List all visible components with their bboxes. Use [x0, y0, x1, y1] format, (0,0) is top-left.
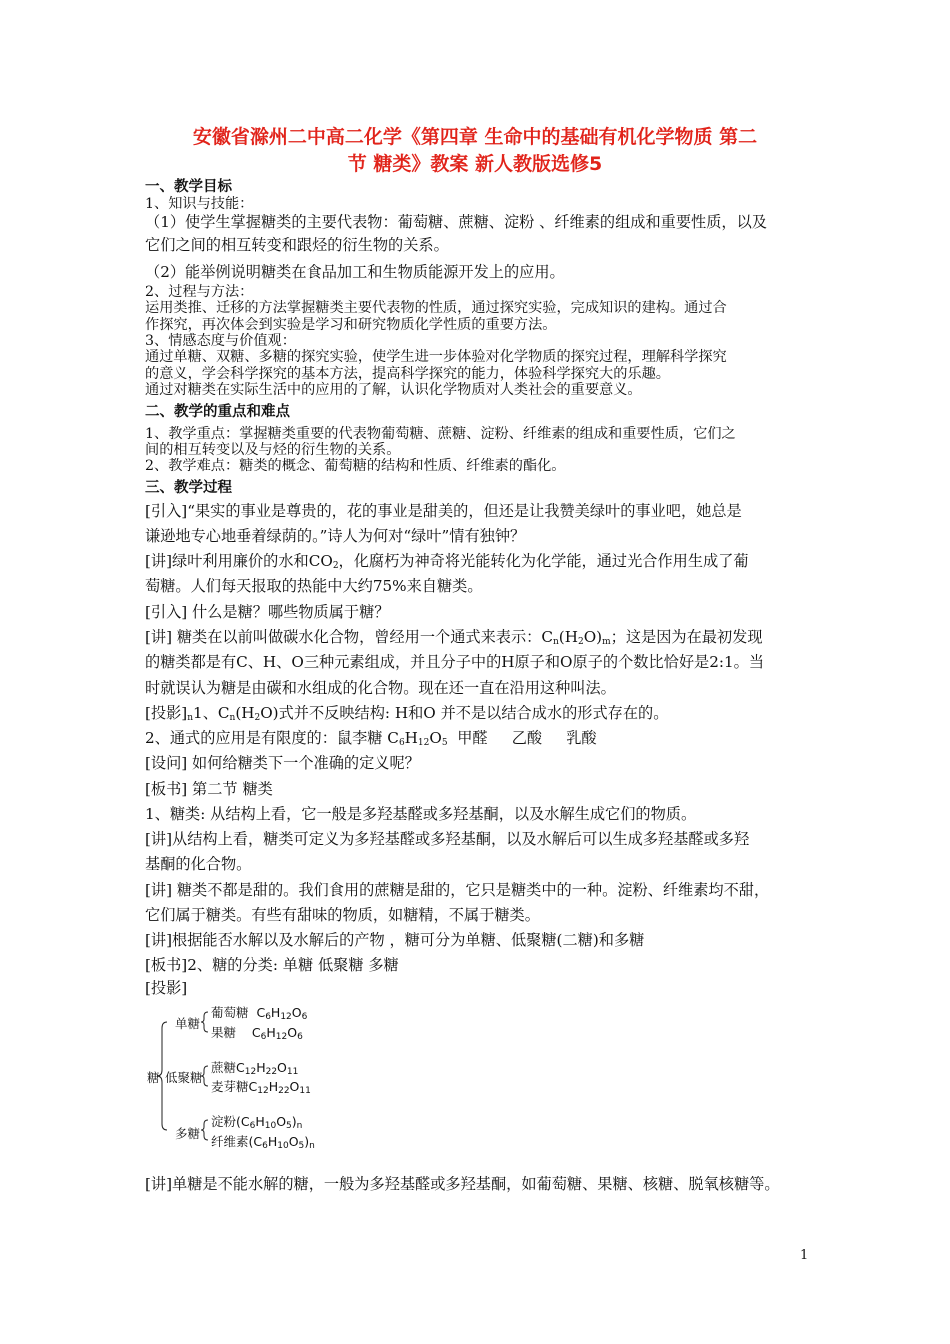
maltose-formula: 麦芽糖$C_{12}H_{22}O_{11}$ [211, 1079, 311, 1096]
text-line: [投影]$_n1$、$C_n(H_2O)$式并不反映结构: H和O 并不是以结合成水的形式存在的。 [145, 704, 669, 723]
text-line: 它们属于糖类。有些有甜味的物质，如糖精，不属于糖类。 [145, 906, 540, 924]
text-line: [引入] 什么是糖？哪些物质属于糖？ [145, 603, 390, 621]
mono-label: 单糖 [175, 1016, 201, 1031]
text-line: [讲]绿叶利用廉价的水和$CO_2$，化腐朽为神奇将光能转化为化学能，通过光合作用生成了葡 [145, 552, 749, 571]
text-line: 谦逊地专心地垂着绿荫的。”诗人为何对“绿叶”情有独钟？ [145, 527, 526, 545]
page-number: 1 [800, 1248, 809, 1263]
text-line: [讲]单糖是不能水解的糖，一般为多羟基醛或多羟基酮，如葡萄糖、果糖、核糖、脱氧核糖等。 [145, 1175, 780, 1193]
text-line: 的意义，学会科学探究的基本方法，提高科学探究的能力，体验科学探究大的乐趣。 [145, 366, 670, 382]
text-line: 萄糖。人们每天报取的热能中大约75%来自糖类。 [145, 577, 483, 595]
cellulose-formula: 纤维素$(C_6H_{10}O_5)_n$ [211, 1134, 315, 1151]
text-line: [投影] [145, 979, 188, 997]
text-line: 间的相互转变以及与烃的衍生物的关系。 [145, 442, 401, 458]
text-line: [讲] 糖类在以前叫做碳水化合物，曾经用一个通式来表示：$C_n(H_2O)_m$；这是因为在最初发现 [145, 628, 763, 647]
text-line: [引入]“果实的事业是尊贵的，花的事业是甜美的，但还是让我赞美绿叶的事业吧，她总是 [145, 502, 742, 520]
poly-label: 多糖 [175, 1126, 201, 1141]
fructose-formula: 果糖 $C_6H_{12}O_6$ [211, 1025, 303, 1042]
oligo-label: 低聚糖 [165, 1070, 203, 1085]
text-line: [讲] 糖类不都是甜的。我们食用的蔗糖是甜的，它只是糖类中的一种。淀粉、纤维素均不甜， [145, 881, 770, 899]
text-line: 1、糖类: 从结构上看，它一般是多羟基醛或多羟基酮，以及水解生成它们的物质。 [145, 805, 697, 823]
text-line: 2、过程与方法： [145, 284, 254, 300]
sucrose-formula: 蔗糖$C_{12}H_{22}O_{11}$ [211, 1060, 299, 1077]
section-heading-process: 三、教学过程 [145, 480, 232, 496]
text-line: 2、教学难点：糖类的概念、葡萄糖的结构和性质、纤维素的酯化。 [145, 458, 566, 474]
text-line: 它们之间的相互转变和跟烃的衍生物的关系。 [145, 236, 449, 254]
text-line: 的糖类都是有C、H、O三种元素组成，并且分子中的H原子和O原子的个数比恰好是2:1。当 [145, 653, 765, 671]
starch-formula: 淀粉$(C_6H_{10}O_5)_n$ [211, 1114, 303, 1131]
text-line: 3、情感态度与价值观： [145, 333, 296, 349]
text-line: （1）使学生掌握糖类的主要代表物：葡萄糖、蔗糖、淀粉 、纤维素的组成和重要性质，以及 [145, 213, 767, 231]
text-line: 时就误认为糖是由碳和水组成的化合物。现在还一直在沿用这种叫法。 [145, 679, 616, 697]
text-line: [讲]从结构上看，糖类可定义为多羟基醛或多羟基酮，以及水解后可以生成多羟基醛或多羟 [145, 830, 750, 848]
text-line: [板书] 第二节 糖类 [145, 780, 273, 798]
poly-brace [201, 1120, 208, 1140]
sugar-classification-diagram [145, 1000, 365, 1160]
title-line-1: 安徽省滁州二中高二化学《第四章 生命中的基础有机化学物质 第二 [192, 126, 758, 148]
title-line-2: 节 糖类》教案 新人教版选修5 [347, 153, 603, 175]
text-line: 运用类推、迁移的方法掌握糖类主要代表物的性质，通过探究实验，完成知识的建构。通过合 [145, 300, 727, 316]
text-line: [板书]2、糖的分类: 单糖 低聚糖 多糖 [145, 956, 399, 974]
text-line: [设问] 如何给糖类下一个准确的定义呢？ [145, 754, 420, 772]
text-line: 1、知识与技能： [145, 196, 254, 212]
text-line: 1、教学重点：掌握糖类重要的代表物葡萄糖、蔗糖、淀粉、纤维素的组成和重要性质，它们之 [145, 426, 736, 442]
root-label: 糖 [147, 1070, 160, 1085]
text-line: 通过对糖类在实际生活中的应用的了解，认识化学物质对人类社会的重要意义。 [145, 382, 642, 398]
section-heading-key-points: 二、教学的重点和难点 [145, 404, 290, 420]
text-line: （2）能举例说明糖类在食品加工和生物质能源开发上的应用。 [145, 263, 565, 281]
text-line: 通过单糖、双糖、多糖的探究实验，使学生进一步体验对化学物质的探究过程，理解科学探究 [145, 349, 727, 365]
glucose-formula: 葡萄糖 $C_6H_{12}O_6$ [211, 1005, 308, 1022]
text-line: 基酮的化合物。 [145, 855, 252, 873]
text-line: 2、通式的应用是有限度的：鼠李糖 $C_6H_{12}O_5$ 甲醛 乙酸 乳酸 [145, 729, 597, 748]
text-line: [讲]根据能否水解以及水解后的产物 ，糖可分为单糖、低聚糖(二糖)和多糖 [145, 931, 645, 949]
text-line: 作探究，再次体会到实验是学习和研究物质化学性质的重要方法。 [145, 317, 557, 333]
section-heading-objectives: 一、教学目标 [145, 179, 232, 195]
mono-brace [201, 1012, 208, 1032]
